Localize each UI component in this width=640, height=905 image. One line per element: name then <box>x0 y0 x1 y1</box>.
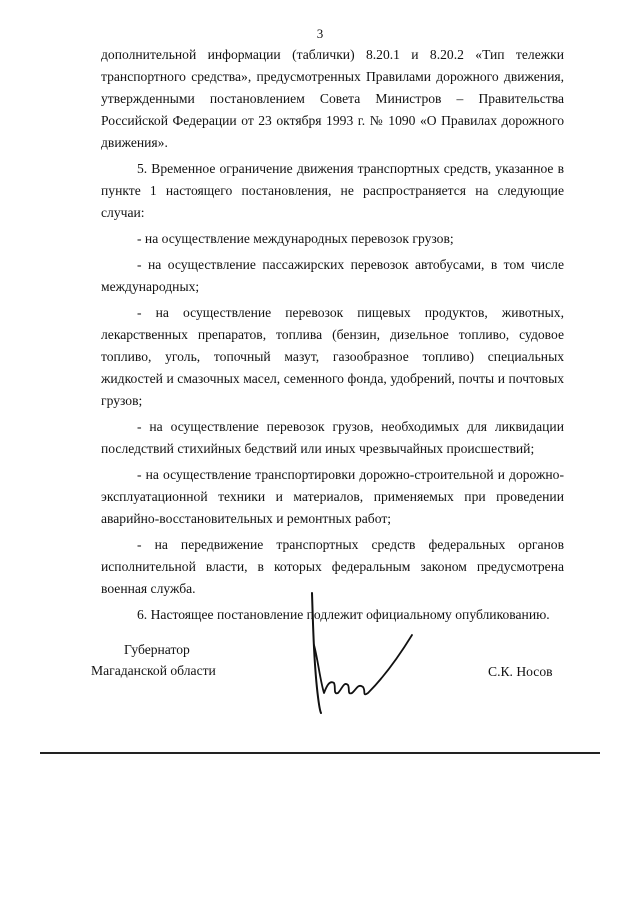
paragraph-clause-6: 6. Настоящее постановление подлежит официальному опубликованию. <box>137 607 550 622</box>
signatory-position: Губернатор <box>124 642 190 657</box>
list-item-food-fuel: - на осуществление перевозок пищевых продуктов, животных, лекарственных препаратов, топлива (бензин, дизельное топливо, судовое топливо, уголь, топочный мазут, газообразное топливо) специальных жидкостей и смазочных масел, семенного фонда, удобрений, почты и почтовых грузов; <box>101 305 564 408</box>
list-item-federal-vehicles: - на передвижение транспортных средств федеральных органов исполнительной власти, в которых федеральным законом предусмотрена военная служба. <box>101 537 564 596</box>
paragraph-continuation: дополнительной информации (таблички) 8.20.1 и 8.20.2 «Тип тележки транспортного средства», предусмотренных Правилами дорожного движения, утвержденными постановлением Совета Министров – Правительства Российской Федерации от 23 октября 1993 г. № 1090 «О Правилах дорожного движения». <box>101 47 564 150</box>
signatory-title <box>91 639 216 681</box>
list-item-disaster-relief: - на осуществление перевозок грузов, необходимых для ликвидации последствий стихийных бедствий или иных чрезвычайных происшествий; <box>101 419 564 456</box>
signatory-name: С.К. Носов <box>488 664 553 679</box>
document-body <box>101 44 564 626</box>
signatory-region: Магаданской области <box>91 663 216 678</box>
list-item-road-machinery: - на осуществление транспортировки дорожно-строительной и дорожно-эксплуатационной техники и материалов, применяемых при проведении аварийно-восстановительных и ремонтных работ; <box>101 467 564 526</box>
footer-divider <box>40 752 600 754</box>
page-number: 3 <box>316 26 324 41</box>
handwritten-signature <box>300 585 430 720</box>
list-item-international-cargo: - на осуществление международных перевозок грузов; <box>137 231 454 246</box>
paragraph-clause-5: 5. Временное ограничение движения транспортных средств, указанное в пункте 1 настоящего постановления, не распространяется на следующие случаи: <box>101 161 564 220</box>
list-item-passenger-buses: - на осуществление пассажирских перевозок автобусами, в том числе международных; <box>101 257 564 294</box>
